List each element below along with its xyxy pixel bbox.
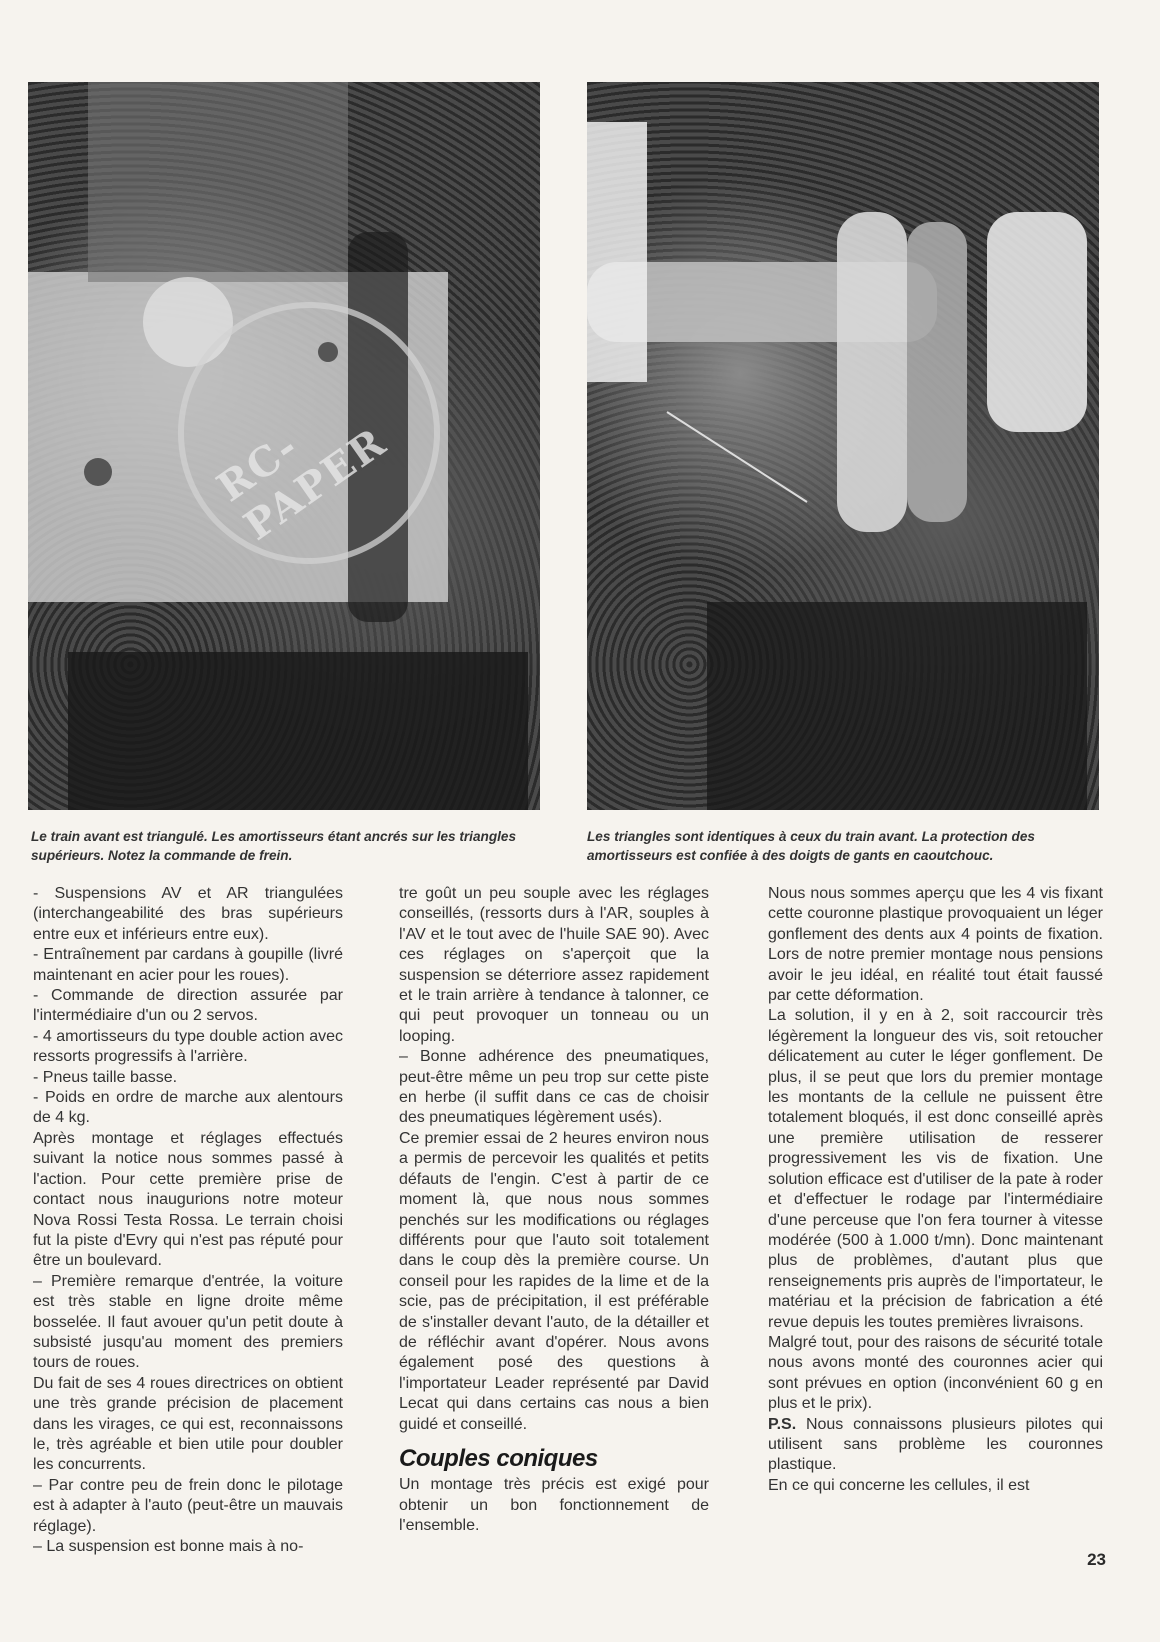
caption-right: Les triangles sont identiques à ceux du train avant. La protection des amortisseurs est confiée à des doigts de gants en caoutchouc.	[587, 829, 1035, 863]
spec-item: - Commande de direction assurée par l'intermédiaire d'un ou 2 servos.	[33, 987, 343, 1025]
spec-item: - Entraînement par cardans à goupille (livré maintenant en acier pour les roues).	[33, 946, 343, 984]
photo-rear-suspension-art	[587, 82, 1099, 810]
paragraph: Ce premier essai de 2 heures environ nous a permis de percevoir les qualités et petits défauts de l'engin. C'est à partir de ce moment là, que nous nous sommes penchés sur les modifications ou réglages différents pour que l'auto soit totalement dans le coup dès la première course. Un conseil pour les rapides de la lime et de la scie, pas de précipitation, il est préférable de s'installer devant l'auto, de la détailler et de réfléchir avant d'opérer. Nous avons également posé des questions à l'importateur Leader représenté par David Lecat qui dans certains cas nous a bien guidé et conseillé.	[399, 1129, 709, 1433]
paragraph: – La suspension est bonne mais à no-	[33, 1538, 304, 1555]
ps-paragraph	[768, 1415, 1103, 1476]
paragraph: Un montage très précis est exigé pour obtenir un bon fonctionnement de l'ensemble.	[399, 1476, 709, 1535]
paragraph: – Première remarque d'entrée, la voiture est très stable en ligne droite même bosselée. Il faut avouer qu'un petit doute à subsisté jusqu'au moment des premiers tours de roues.	[33, 1272, 343, 1372]
photo-front-suspension	[28, 82, 540, 810]
text-column-3	[768, 884, 1103, 1496]
ps-text: Nous connaissons plusieurs pilotes qui utilisent sans problème les couronnes plastique.	[768, 1415, 1103, 1474]
section-heading: Couples coniques	[399, 1444, 598, 1472]
ps-label: P.S.	[768, 1415, 797, 1433]
spec-item: - Suspensions AV et AR triangulées (interchangeabilité des bras supérieurs entre eux et inférieurs entre eux).	[33, 885, 343, 943]
page-number: 23	[1087, 1550, 1106, 1569]
spec-item: - Poids en ordre de marche aux alentours de 4 kg.	[33, 1089, 343, 1127]
paragraph: – Bonne adhérence des pneumatiques, peut-être même un peu trop sur cette piste en herbe (il suffit dans ce cas de choisir des pneumatiques légèrement usés).	[399, 1048, 709, 1127]
paragraph: tre goût un peu souple avec les réglages conseillés, (ressorts durs à l'AR, souples à l'AV et le tout avec de l'huile SAE 90). Avec ces réglages on s'aperçoit que la suspension se déterriore assez rapidement et le train arrière à tendance à talonner, ce qui peut provoquer un tonneau ou un looping.	[399, 885, 709, 1045]
text-column-1	[33, 884, 343, 1557]
photo-rear-suspension	[587, 82, 1099, 810]
paragraph: Du fait de ses 4 roues directrices on obtient une très grande précision de placement dans les virages, ce qui est, reconnaissons le, très agréable et bien utile pour doubler les concurrents.	[33, 1374, 343, 1474]
text-column-2	[399, 884, 709, 1537]
paragraph: La solution, il y en à 2, soit raccourcir très légèrement la longueur des vis, soit retoucher délicatement au cuter le léger gonflement. De plus, il se peut que lors du premier montage les montants de la cellule ne puissent être totalement bloqués, il est donc conseillé après une première utilisation de resserer progressivement les vis de fixation. Une solution efficace est d'utiliser de la pate à roder et d'effectuer le rodage par l'intermédiaire d'une perceuse que l'on fera tourner à vitesse modérée (500 à 1.000 t/mn). Donc maintenant plus de problèmes, d'autant plus que renseignements pris auprès de l'importateur, le matériau et la précision de fabrication a été revue depuis les toutes premières livraisons.	[768, 1007, 1103, 1331]
caption-left: Le train avant est triangulé. Les amortisseurs étant ancrés sur les triangles supérieurs. Notez la commande de frein.	[31, 829, 517, 863]
watermark-text: RC-PAPER	[208, 418, 396, 550]
paragraph: En ce qui concerne les cellules, il est	[768, 1476, 1030, 1494]
paragraph: Nous nous sommes aperçu que les 4 vis fixant cette couronne plastique provoquaient un léger gonflement des dents aux 4 points de fixation. Lors de notre premier montage nous pensions avoir le jeu idéal, en réalité tout était faussé par cette déformation.	[768, 885, 1103, 1005]
spec-item: - Pneus taille basse.	[33, 1068, 178, 1086]
paragraph: – Par contre peu de frein donc le pilotage est à adapter à l'auto (peut-être un mauvais réglage).	[33, 1476, 343, 1535]
paragraph: Malgré tout, pour des raisons de sécurité totale nous avons monté des couronnes acier qui sont prévues en option (inconvénient 60 g en plus et le prix).	[768, 1333, 1103, 1413]
spec-item: - 4 amortisseurs du type double action avec ressorts progressifs à l'arrière.	[33, 1027, 343, 1066]
paragraph: Après montage et réglages effectués suivant la notice nous sommes passé à l'action. Pour cette première prise de contact nous inaugurions notre moteur Nova Rossi Testa Rossa. Le terrain choisi fut la piste d'Evry qui n'est pas réputé pour être un boulevard.	[33, 1129, 343, 1270]
